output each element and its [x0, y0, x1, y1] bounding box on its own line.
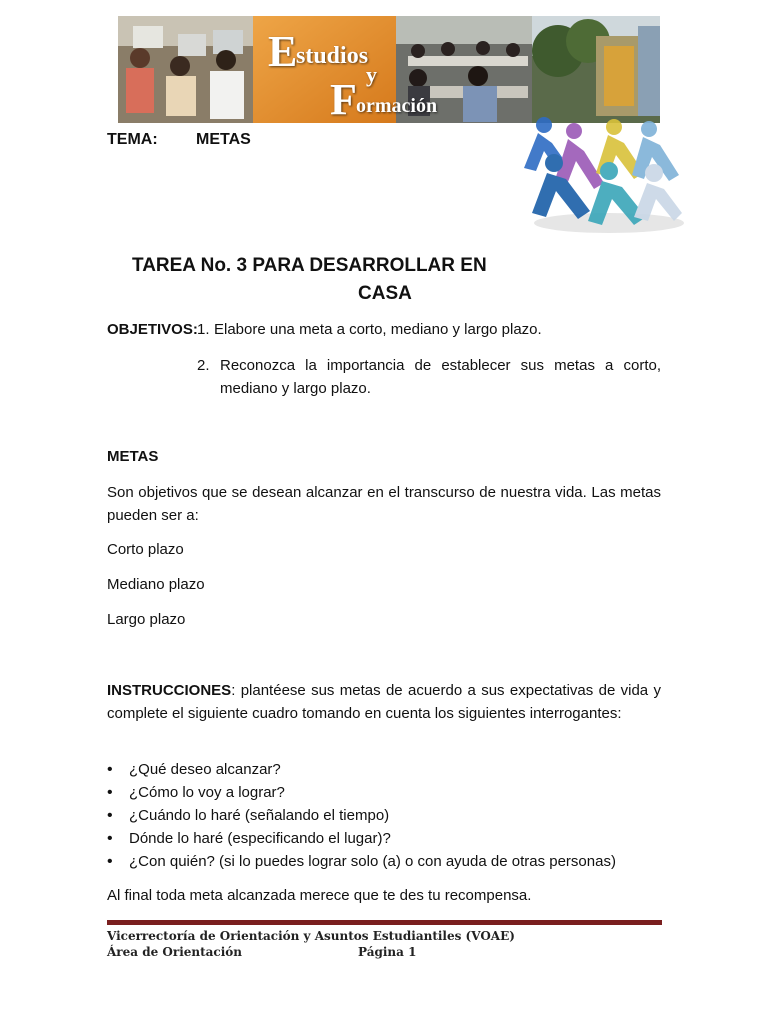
- running-people-icon: [514, 113, 684, 239]
- metas-heading: METAS: [107, 448, 159, 465]
- banner-word-y: y: [366, 62, 377, 87]
- footer-page-number: Página 1: [358, 945, 417, 959]
- runners-illustration: [514, 113, 684, 239]
- meta-type-mediano: Mediano plazo: [107, 576, 205, 593]
- banner-word-estudios-initial: E: [268, 27, 298, 76]
- meta-type-largo: Largo plazo: [107, 611, 186, 628]
- list-item: • ¿Cómo lo voy a lograr?: [107, 781, 667, 804]
- footer-area: Área de Orientación: [107, 945, 243, 959]
- banner-word-formacion: ormación: [356, 95, 438, 117]
- objetivo-2-text: Reconozca la importancia de establecer sus metas a corto, mediano y largo plazo.: [220, 357, 661, 397]
- instrucciones-paragraph: [107, 679, 661, 725]
- task-title-line1: TAREA No. 3 PARA DESARROLLAR EN: [132, 255, 487, 276]
- objetivo-2-number: 2.: [197, 357, 210, 374]
- header-banner: [118, 16, 660, 123]
- list-item: • ¿Con quién? (si lo puedes lograr solo (a) o con ayuda de otras personas): [107, 850, 667, 873]
- metas-paragraph: Son objetivos que se desean alcanzar en el transcurso de nuestra vida. Las metas pueden ser a:: [107, 484, 661, 524]
- objetivos-label: OBJETIVOS:: [107, 321, 198, 338]
- banner-word-formacion-initial: F: [330, 75, 357, 123]
- instrucciones-label: INSTRUCCIONES: [107, 682, 232, 699]
- questions-list: [107, 758, 667, 873]
- footer-divider: [107, 920, 662, 925]
- closing-sentence: Al final toda meta alcanzada merece que te des tu recompensa.: [107, 887, 532, 904]
- list-item: • Dónde lo haré (especificando el lugar)?: [107, 827, 667, 850]
- banner-word-estudios: studios: [296, 43, 369, 69]
- objetivo-1-number: 1.: [197, 321, 210, 338]
- list-item: • ¿Qué deseo alcanzar?: [107, 758, 667, 781]
- tema-value: METAS: [196, 131, 251, 148]
- list-item: • ¿Cuándo lo haré (señalando el tiempo): [107, 804, 667, 827]
- footer-institution: Vicerrectoría de Orientación y Asuntos Estudiantiles (VOAE): [107, 929, 515, 943]
- tema-label: TEMA:: [107, 131, 158, 148]
- objetivo-1-text: Elabore una meta a corto, mediano y largo plazo.: [214, 321, 542, 338]
- instrucciones-text: : plantéese sus metas de acuerdo a sus expectativas de vida y complete el siguiente cuadro tomando en cuenta los siguientes interrogantes:: [107, 682, 661, 722]
- task-title-line2: CASA: [358, 283, 412, 304]
- meta-type-corto: Corto plazo: [107, 541, 184, 558]
